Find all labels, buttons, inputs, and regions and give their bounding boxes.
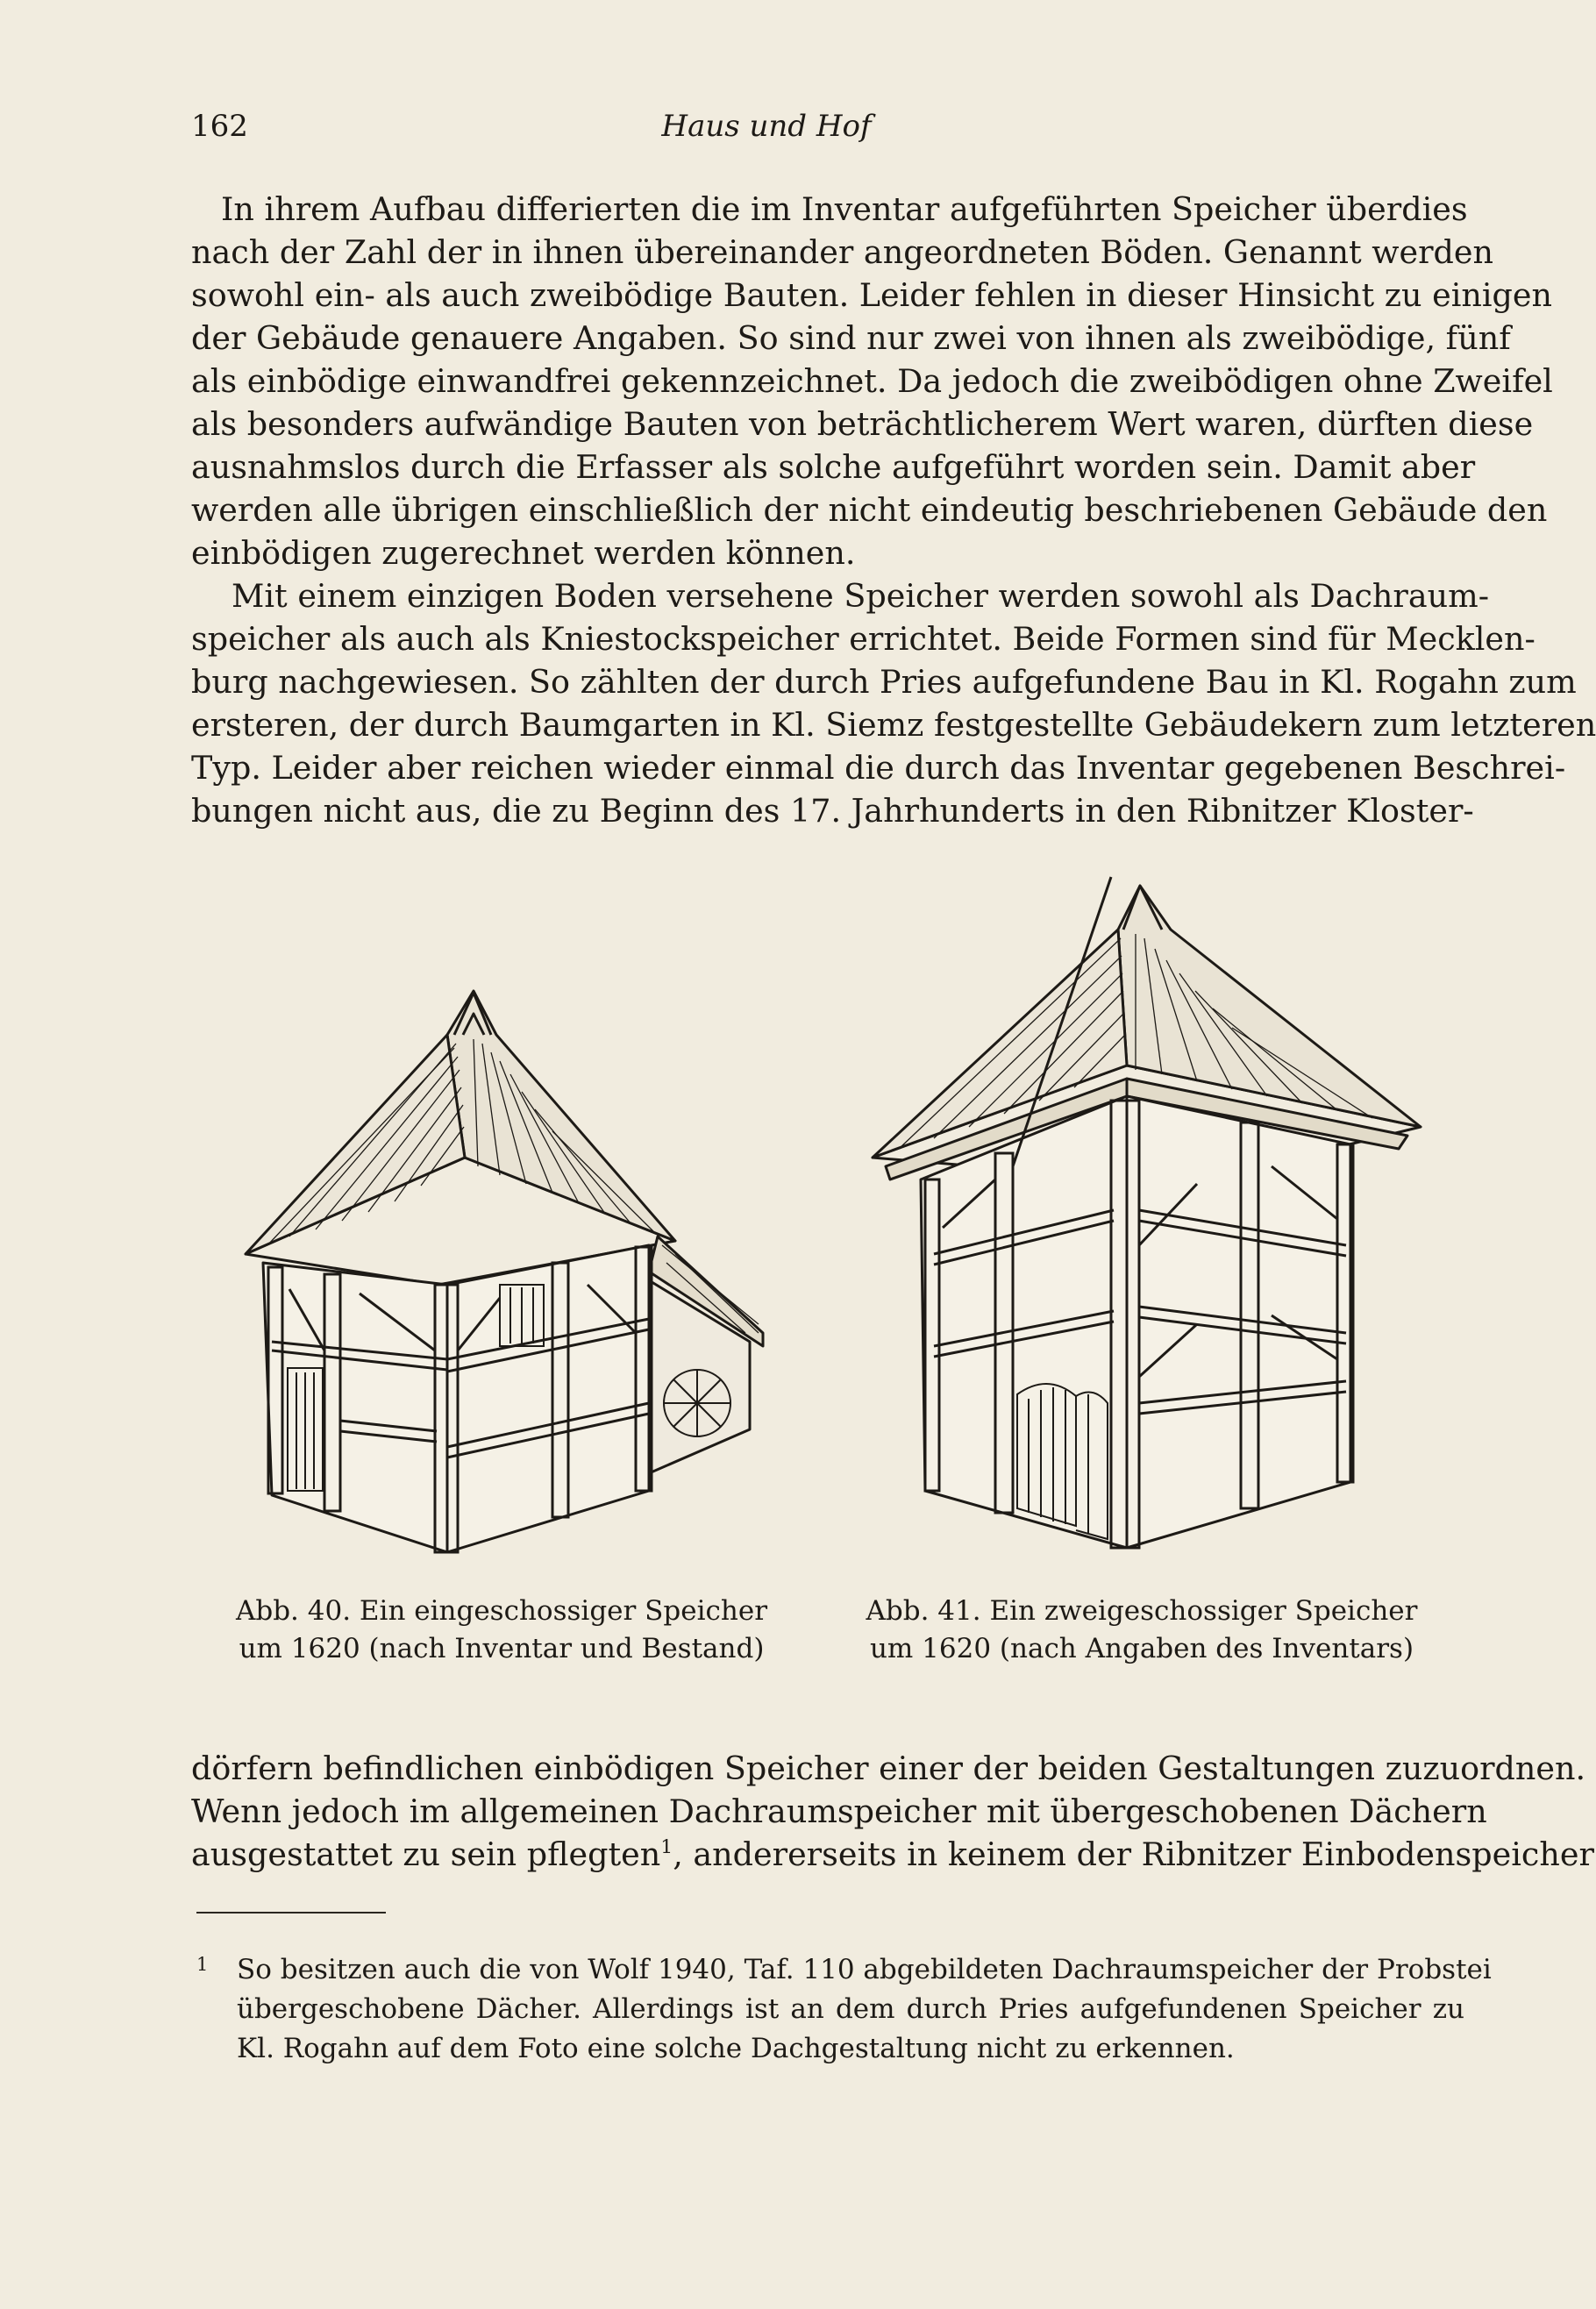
text-line: einbödigen zugerechnet werden können.	[191, 534, 856, 572]
text-line: burg nachgewiesen. So zählten der durch Pries aufgefundene Bau in Kl. Rogahn zum	[191, 663, 1577, 701]
text-line: als besonders aufwändige Bauten von beträchtlicherem Wert waren, dürften diese	[191, 405, 1534, 443]
caption-line: um 1620 (nach Inventar und Bestand)	[239, 1633, 765, 1664]
text-line: speicher als auch als Kniestockspeicher errichtet. Beide Formen sind für Mecklen-	[191, 620, 1535, 658]
text-line: sowohl ein- als auch zweibödige Bauten. Leider fehlen in dieser Hinsicht zu einigen	[191, 276, 1553, 314]
footnote	[196, 1950, 1492, 2069]
text-line: der Gebäude genauere Angaben. So sind nur zwei von ihnen als zweibödige, fünf	[191, 319, 1511, 357]
text-line: werden alle übrigen einschließlich der nicht eindeutig beschriebenen Gebäude den	[191, 491, 1548, 529]
text-line: Mit einem einzigen Boden versehene Speicher werden sowohl als Dachraum-	[232, 577, 1490, 615]
caption-line: Abb. 40. Ein eingeschossiger Speicher	[235, 1595, 768, 1627]
text-line: nach der Zahl der in ihnen übereinander angeordneten Böden. Genannt werden	[191, 233, 1493, 271]
footnote-mark: 1	[196, 1954, 209, 1975]
text-line: bungen nicht aus, die zu Beginn des 17. Jahrhunderts in den Ribnitzer Kloster-	[191, 792, 1474, 830]
text-line: dörfern befindlichen einbödigen Speicher einer der beiden Gestaltungen zuzuordnen.	[191, 1750, 1586, 1787]
text-fragment: ausgestattet zu sein pflegten	[191, 1835, 661, 1873]
caption-line: um 1620 (nach Angaben des Inventars)	[869, 1633, 1414, 1664]
footnote-line: Kl. Rogahn auf dem Foto eine solche Dachgestaltung nicht zu erkennen.	[237, 2033, 1235, 2064]
footnote-reference[interactable]: 1	[660, 1835, 673, 1858]
paragraph-2	[191, 574, 1596, 832]
text-line: Wenn jedoch im allgemeinen Dachraumspeicher mit übergeschobenen Dächern	[191, 1792, 1487, 1830]
text-line: ersteren, der durch Baumgarten in Kl. Siemz festgestellte Gebäudekern zum letzteren	[191, 706, 1596, 744]
figure-40-caption	[230, 1593, 773, 1668]
text-line: Typ. Leider aber reichen wieder einmal die durch das Inventar gegebenen Beschrei-	[191, 749, 1566, 787]
text-line: als einbödige einwandfrei gekennzeichnet. Da jedoch die zweibödigen ohne Zweifel	[191, 362, 1553, 400]
paragraph-3	[191, 1747, 1594, 1876]
footnote-rule	[196, 1912, 386, 1913]
footnote-line: übergeschobene Dächer. Allerdings ist an dem durch Pries aufgefundenen Speicher zu	[237, 1993, 1464, 2025]
granary-illustration-two-storey	[873, 877, 1425, 1561]
page-number: 162	[191, 109, 248, 144]
figure-41-caption	[844, 1593, 1440, 1668]
text-line: In ihrem Aufbau differierten die im Inventar aufgeführten Speicher überdies	[221, 190, 1468, 228]
paragraph-1	[191, 188, 1553, 574]
running-title: Haus und Hof	[661, 109, 872, 144]
text-line: ausnahmslos durch die Erfasser als solche aufgeführt worden sein. Damit aber	[191, 448, 1476, 486]
text-line	[191, 1833, 1594, 1876]
footnote-line: So besitzen auch die von Wolf 1940, Taf. 110 abgebildeten Dachraumspeicher der Probstei	[237, 1954, 1492, 1985]
caption-line: Abb. 41. Ein zweigeschossiger Speicher	[866, 1595, 1418, 1627]
granary-illustration-single-storey	[237, 982, 780, 1561]
text-fragment: , andererseits in keinem der Ribnitzer Einbodenspeicher	[673, 1835, 1594, 1873]
